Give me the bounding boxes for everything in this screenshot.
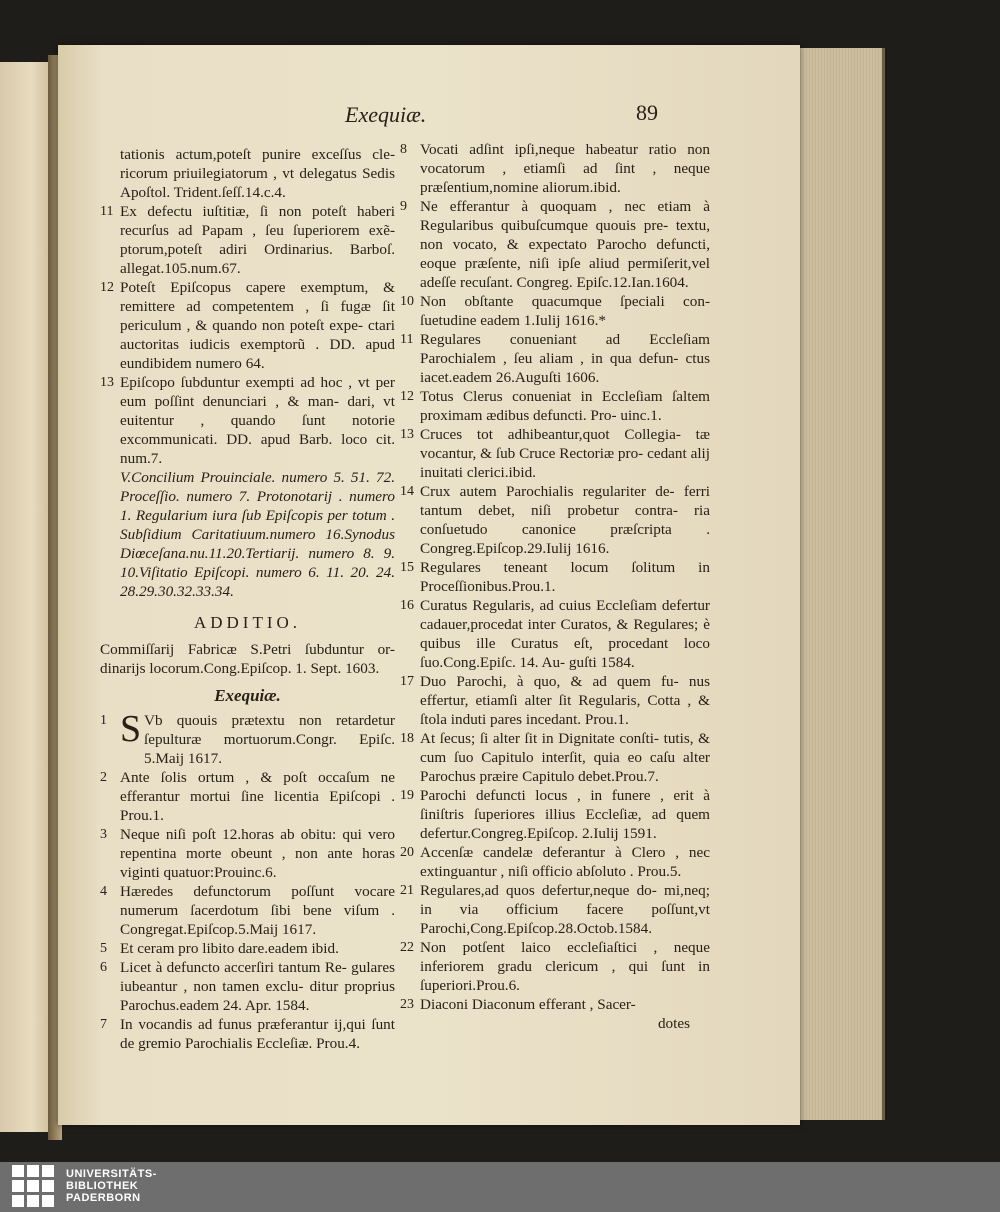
drop-capital: S [120,708,142,750]
entry [400,729,710,786]
library-name [66,1168,157,1204]
running-head: Exequiæ. [345,102,427,127]
cross-reference-note: V.Concilium Prouinciale. numero 5. 51. 72. Proceſſio. numero 7. Protonotarij . numero 1. Regularium iura ſub Epiſcopis per totum . Subſidium Caritatiuum.numero 16.Synodus Diœceſana.nu.11.20.Tertiarij. numero 8. 9. 10.Viſitatio Epiſcopi. numero 6. 11. 20. 24. 28.29.30.32.33.34. [120,469,395,600]
entry [400,197,710,292]
right-column [400,140,710,1033]
entry-number: 22 [400,940,414,955]
entry [100,708,395,768]
page-block-edge [796,48,885,1120]
library-name-line: UNIVERSITÄTS- [66,1168,157,1180]
entry [400,330,710,387]
entry-number: 10 [400,294,414,309]
page-number: 89 [636,100,658,125]
entry [100,1015,395,1053]
entry-text: tationis actum,poteſt punire exceſſus cle- ricorum priuilegiatorum , vt delegatus Sedis Apoſtol. Trident.ſeſſ.14.c.4. [120,146,395,201]
entry [400,672,710,729]
entry [100,939,395,958]
entry-text: Regulares conueniant ad Eccleſiam Parochialem , ſeu aliam , in qua defun- ctus iacet.eadem 26.Auguſti 1606. [420,331,710,386]
entry-text: Non obſtante quacumque ſpeciali con- ſuetudine eadem 1.Iulij 1616.* [420,293,710,329]
entry-number: 1 [100,713,107,728]
entry [400,387,710,425]
entry [100,958,395,1015]
entry-number: 6 [100,960,107,975]
entry-text: In vocandis ad funus præferantur ij,qui ſunt de gremio Parochialis Eccleſiæ. Prou.4. [120,1016,395,1052]
entry [400,425,710,482]
entry [400,558,710,596]
additio-text: Commiſſarij Fabricæ S.Petri ſubduntur or- dinarijs locorum.Cong.Epiſcop. 1. Sept. 1603. [100,641,395,677]
entry [400,881,710,938]
entry-text: Parochi defuncti locus , in funere , erit à ſiniſtris ſuperiores illius Eccleſiæ, ad quem defertur.Congreg.Epiſcop. 2.Iulij 1591. [420,787,710,842]
entry-number [100,145,120,202]
entry-number: 17 [400,674,414,689]
entry-number: 12 [100,280,114,295]
entry-number: 16 [400,598,414,613]
entry-text: Diaconi Diaconum efferant , Sacer- [420,996,636,1013]
entry-number: 2 [100,770,107,785]
entry [400,995,710,1014]
entry [400,482,710,558]
entry-number: 8 [400,142,407,157]
entry [100,768,395,825]
entry-text: Crux autem Parochialis regulariter de- ferri tantum debet, niſi probetur contra- ria conſuetudo canonice præſcripta . Congreg.Epiſcop.29.Iulij 1616. [420,483,710,557]
entry [100,825,395,882]
entry [100,145,395,202]
entry [100,202,395,278]
entry-number: 19 [400,788,414,803]
entry [100,278,395,373]
entry-text: Duo Parochi, à quo, & ad quem fu- nus effertur, etiamſi alter ſit Regularis, Cotta , & ſtola induti pares incedant. Prou.1. [420,673,710,728]
entry-text: Neque niſi poſt 12.horas ab obitu: qui vero repentina morte obeunt , non ante horas viginti quatuor:Prouinc.6. [120,826,395,881]
entry-text: Regulares teneant locum ſolitum in Proceſſionibus.Prou.1. [420,559,710,595]
entry [100,373,395,468]
entry-number: 11 [400,332,414,347]
entry-text: Ne efferantur à quoquam , nec etiam à Regularibus quibuſcumque quouis pre- textu, non vocato, & expectato Parocho defuncti, eoque præſente, niſi ipſe aliud permiſerit,vel adeſſe recuſant. Congreg. Epiſc.12.Ian.1604. [420,198,710,291]
entry-text: At ſecus; ſi alter ſit in Dignitate conſti- tutis, & cum ſuo Capitulo interſit, quia eo caſu alter Parochus præire Capitulo debet.Prou.7. [420,730,710,785]
entry-number: 5 [100,941,107,956]
entry-text: Ante ſolis ortum , & poſt occaſum ne efferantur mortui ſine licentia Epiſcopi . Prou.1. [120,769,395,824]
entry-number: 11 [100,204,114,219]
entry-text: Non potſent laico eccleſiaſtici , neque inferiorem gradu clericum , qui ſunt in ſuperiori.Prou.6. [420,939,710,994]
entry-text: Epiſcopo ſubduntur exempti ad hoc , vt per eum poſſint denunciari , & man- dari, vt euitentur , quando ſunt notorie excommunicati. DD. apud Barb. loco cit. num.7. [120,374,395,467]
entry-number: 13 [400,427,414,442]
entry-number: 23 [400,997,414,1012]
left-column [100,145,395,1053]
additio-heading: ADDITIO. [193,613,302,632]
entry [400,786,710,843]
catchword: dotes [657,1015,690,1032]
entry-number: 15 [400,560,414,575]
entry-text: Regulares,ad quos defertur,neque do- mi,neq; in via officium facere poſſunt,vt Parochi,Cong.Epiſcop.28.Octob.1584. [420,882,710,937]
library-logo-icon [12,1165,54,1207]
left-page-edge [0,62,54,1132]
entry-text: Curatus Regularis, ad cuius Eccleſiam defertur cadauer,procedat inter Curatos, & Regulares; è quibus ille Curatus eſt, procedant loco ſuo.Cong.Epiſc. 14. Au- guſti 1584. [420,597,710,671]
entry-number: 20 [400,845,414,860]
entry [100,882,395,939]
entry-text: Vb quouis prætextu non retardetur ſepulturæ mortuorum.Congr. Epiſc. 5.Maij 1617. [144,712,395,767]
entry [400,843,710,881]
entry [400,596,710,672]
entry-text: Vocati adſint ipſi,neque habeatur ratio non vocatorum , etiamſi ad ſint , neque præſentium,nomine aliorum.ibid. [420,141,710,196]
section-heading: Exequiæ. [214,686,281,705]
entry-text: Cruces tot adhibeantur,quot Collegia- tæ vocantur, & ſub Cruce Rectoriæ pro- cedant alij inuitati clerici.ibid. [420,426,710,481]
entry-number: 12 [400,389,414,404]
entry-text: Hæredes defunctorum poſſunt vocare numerum ſacerdotum ſibi bene viſum . Congregat.Epiſcop.5.Maij 1617. [120,883,395,938]
entry-text: Licet à defuncto accerſiri tantum Re- gulares iubeantur , non tamen exclu- ditur proprius Parochus.eadem 24. Apr. 1584. [120,959,395,1014]
entry-text: Et ceram pro libito dare.eadem ibid. [120,940,339,957]
entry-number: 14 [400,484,414,499]
entry-text-with-dropcap [120,708,395,768]
entry-number: 21 [400,883,414,898]
entry-text: Totus Clerus conueniat in Eccleſiam ſaltem proximam ædibus defuncti. Pro- uinc.1. [420,388,710,424]
library-name-line: PADERBORN [66,1192,141,1204]
entry-number: 18 [400,731,414,746]
library-name-line: BIBLIOTHEK [66,1180,139,1192]
entry-number: 13 [100,375,114,390]
entry [400,140,710,197]
library-logo [12,1165,157,1207]
entry [400,292,710,330]
entry-text: Ex defectu iuſtitiæ, ſi non poteſt haberi recurſus ad Papam , ſeu ſuperiorem exẽ- ptorum,poteſt adiri Ordinarius. Barboſ. allegat.105.num.67. [120,203,395,277]
entry-number: 7 [100,1017,107,1032]
entry-number: 3 [100,827,107,842]
entry-number: 4 [100,884,107,899]
entry [400,938,710,995]
entry-text: Poteſt Epiſcopus capere exemptum, & remittere ad competentem , ſi fugæ ſit periculum , & quando non poteſt expe- ctari auctoritas iudicis exemptorũ . DD. apud eundibidem numero 64. [120,279,395,372]
entry-text: Accenſæ candelæ deferantur à Clero , nec extinguantur , niſi officio abſoluto . Prou.5. [420,844,710,880]
entry-number: 9 [400,199,407,214]
